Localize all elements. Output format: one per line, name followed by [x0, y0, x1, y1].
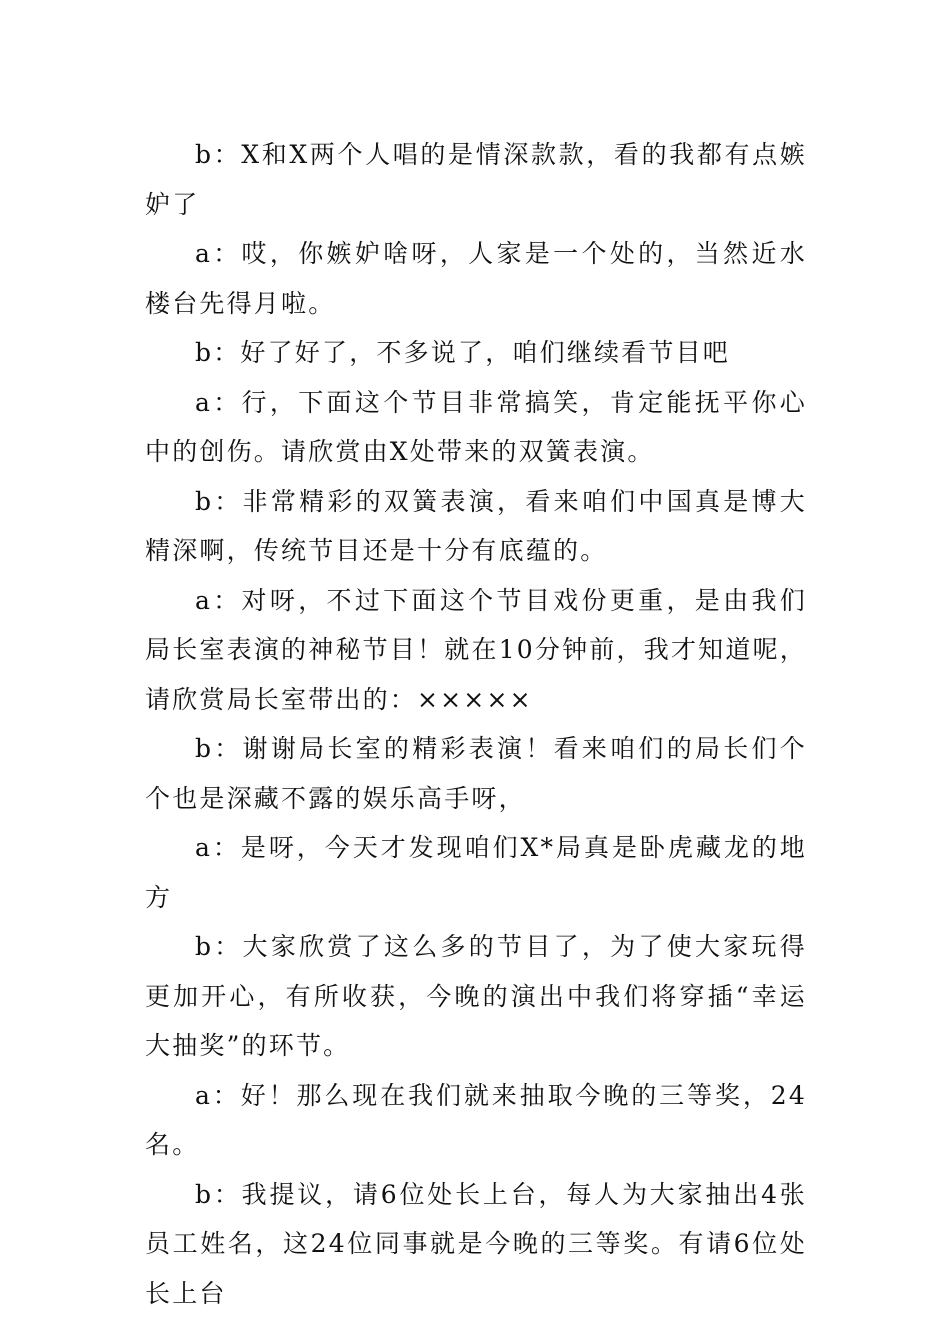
dialogue-line-1: b：X和X两个人唱的是情深款款，看的我都有点嫉妒了: [145, 140, 807, 219]
dialogue-line-2: a：哎，你嫉妒啥呀，人家是一个处的，当然近水楼台先得月啦。: [145, 239, 807, 318]
dialogue-line-11: b：我提议，请6位处长上台，每人为大家抽出4张员工姓名，这24位同事就是今晚的三等奖。有请6位处长上台: [145, 1179, 807, 1308]
dialogue-line-5: b：非常精彩的双簧表演，看来咱们中国真是博大精深啊，传统节目还是十分有底蕴的。: [145, 486, 807, 565]
dialogue-line-9: b：大家欣赏了这么多的节目了，为了使大家玩得更加开心，有所收获，今晚的演出中我们将穿插“幸运大抽奖”的环节。: [145, 932, 807, 1060]
document-body: [145, 130, 807, 1318]
dialogue-line-4: a：行，下面这个节目非常搞笑，肯定能抚平你心中的创伤。请欣赏由X处带来的双簧表演。: [145, 387, 807, 466]
dialogue-line-6: a：对呀，不过下面这个节目戏份更重，是由我们局长室表演的神秘节目！就在10分钟前，我才知道呢，请欣赏局长室带出的：×××××: [145, 585, 807, 714]
dialogue-line-7: b：谢谢局长室的精彩表演！看来咱们的局长们个个也是深藏不露的娱乐高手呀，: [145, 734, 807, 813]
dialogue-line-10: a：好！那么现在我们就来抽取今晚的三等奖，24名。: [145, 1080, 807, 1159]
dialogue-line-8: a：是呀，今天才发现咱们X*局真是卧虎藏龙的地方: [145, 833, 807, 912]
dialogue-line-3: b：好了好了，不多说了，咱们继续看节目吧: [195, 338, 731, 367]
